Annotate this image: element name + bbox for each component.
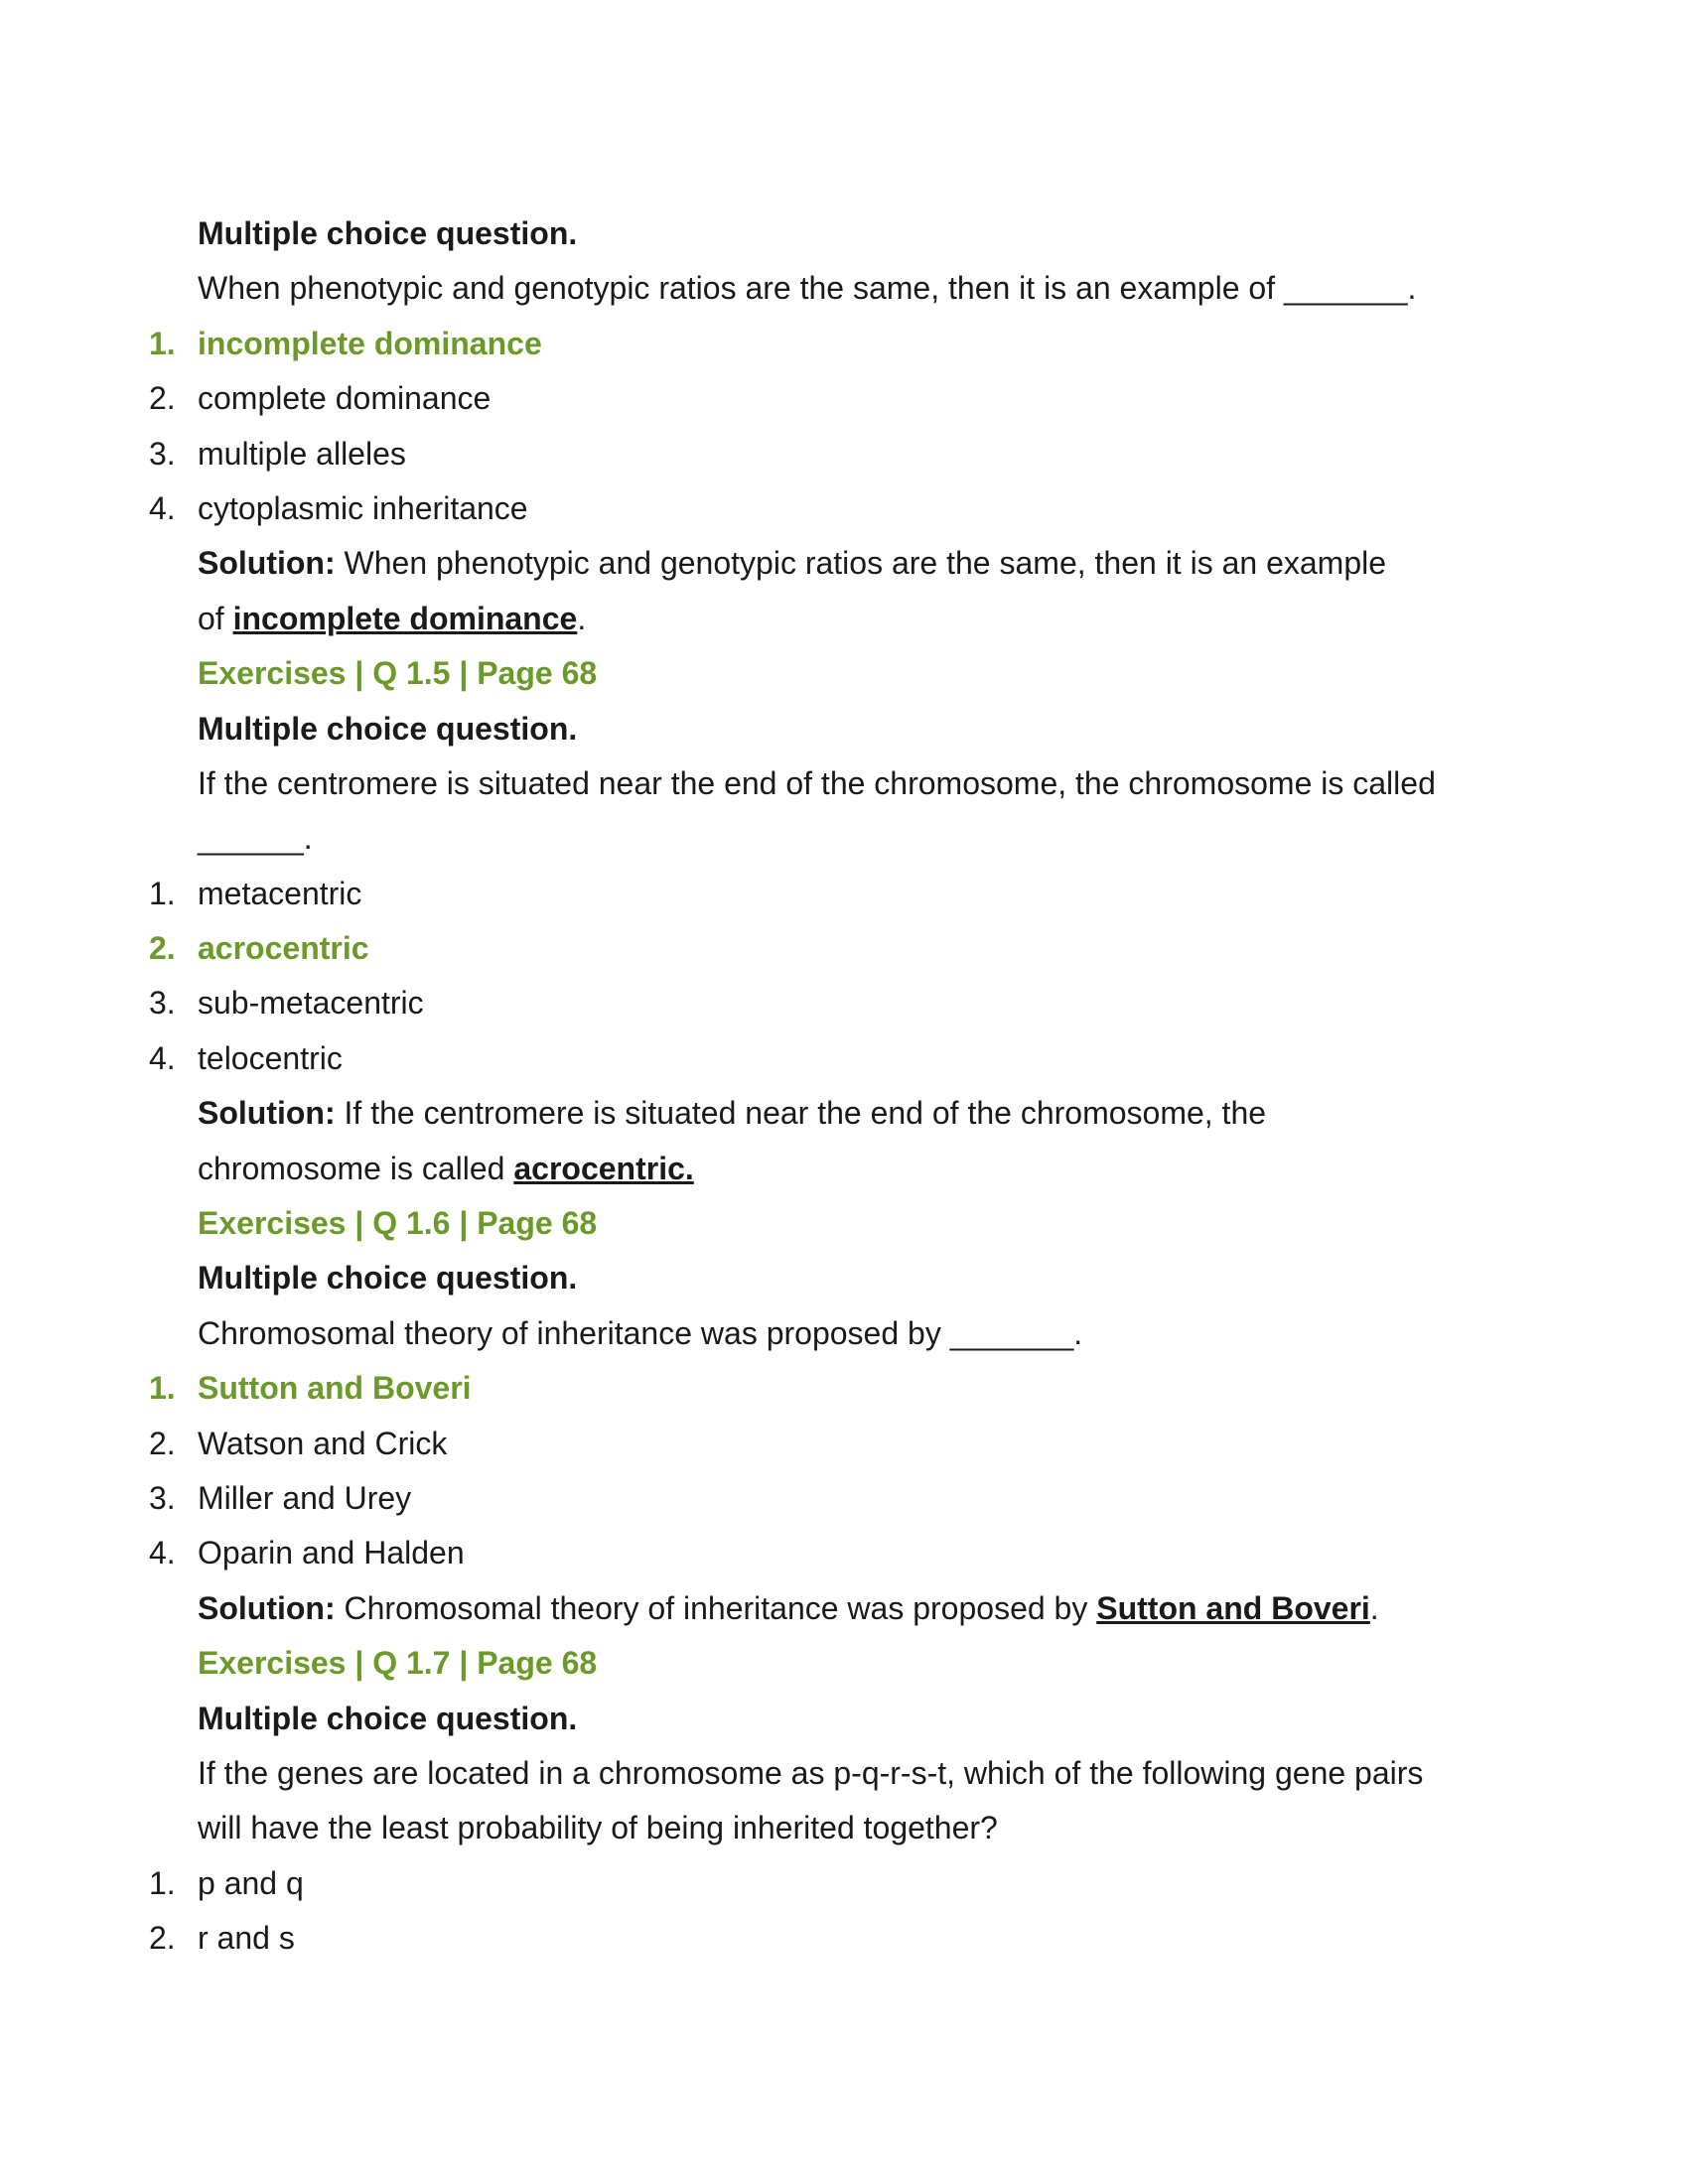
option-text: cytoplasmic inheritance (198, 489, 528, 526)
option-text: sub-metacentric (198, 985, 424, 1022)
solution-body: If the centromere is situated near the end of the chromosome, the (344, 1095, 1267, 1132)
option-text: Sutton and Boveri (198, 1370, 472, 1407)
solution-answer: incomplete dominance (232, 600, 578, 636)
solution-prefix: chromosome is called (198, 1150, 514, 1186)
question-text-continued: ______. (198, 820, 313, 857)
question-text: When phenotypic and genotypic ratios are the same, then it is an example of _______. (198, 270, 1417, 307)
solution-label: Solution: (198, 545, 336, 582)
question-text-continued: will have the least probability of being inherited together? (198, 1810, 998, 1846)
option-text: telocentric (198, 1039, 343, 1076)
option (0, 1471, 1688, 1526)
question-text: If the genes are located in a chromosome as p-q-r-s-t, which of the following gene pairs (198, 1754, 1424, 1791)
option-text: acrocentric (198, 930, 369, 967)
option (0, 1911, 1688, 1966)
option (0, 427, 1688, 481)
option-correct (0, 1361, 1688, 1416)
option-text: Watson and Crick (198, 1425, 448, 1461)
option (0, 867, 1688, 921)
solution-body: When phenotypic and genotypic ratios are the same, then it is an example (344, 545, 1387, 582)
option-text: r and s (198, 1920, 295, 1957)
solution-answer: acrocentric. (513, 1150, 694, 1186)
option-number: 1. (149, 325, 176, 361)
option-number: 2. (149, 1425, 176, 1461)
solution-label: Solution: (198, 1095, 336, 1132)
option (0, 976, 1688, 1030)
option-text: complete dominance (198, 380, 492, 417)
option-number: 4. (149, 489, 176, 526)
solution-suffix: . (577, 600, 587, 636)
option-number: 2. (149, 1920, 176, 1957)
option-number: 4. (149, 1039, 176, 1076)
exercise-reference: Exercises | Q 1.6 | Page 68 (198, 1205, 598, 1242)
solution-text (0, 1581, 1688, 1636)
option (0, 1526, 1688, 1580)
solution-text-continued (0, 592, 1688, 646)
option (0, 1031, 1688, 1086)
option-number: 1. (149, 1864, 176, 1901)
option-text: multiple alleles (198, 435, 406, 472)
option-number: 2. (149, 930, 176, 967)
question-text: Chromosomal theory of inheritance was proposed by _______. (198, 1314, 1083, 1351)
option-text: Miller and Urey (198, 1479, 412, 1516)
solution-text-continued (0, 1142, 1688, 1196)
page-content (0, 206, 1688, 1967)
option-correct (0, 317, 1688, 371)
question-header: Multiple choice question. (198, 215, 578, 251)
option (0, 1856, 1688, 1911)
exercise-reference: Exercises | Q 1.5 | Page 68 (198, 655, 598, 692)
option-text: p and q (198, 1864, 304, 1901)
option-number: 1. (149, 1370, 176, 1407)
option-text: metacentric (198, 875, 362, 911)
question-header: Multiple choice question. (198, 710, 578, 747)
option-number: 3. (149, 985, 176, 1022)
question-text: If the centromere is situated near the end of the chromosome, the chromosome is called (198, 764, 1436, 801)
option-number: 3. (149, 435, 176, 472)
option-number: 1. (149, 875, 176, 911)
solution-body: Chromosomal theory of inheritance was proposed by (344, 1589, 1097, 1626)
solution-text (0, 536, 1688, 591)
option-number: 2. (149, 380, 176, 417)
question-header: Multiple choice question. (198, 1260, 578, 1297)
option (0, 371, 1688, 426)
option (0, 481, 1688, 536)
solution-prefix: of (198, 600, 233, 636)
option (0, 1417, 1688, 1471)
option-number: 3. (149, 1479, 176, 1516)
option-correct (0, 921, 1688, 976)
solution-suffix: . (1369, 1589, 1379, 1626)
solution-label: Solution: (198, 1589, 336, 1626)
option-text: incomplete dominance (198, 325, 542, 361)
solution-text (0, 1086, 1688, 1141)
exercise-reference: Exercises | Q 1.7 | Page 68 (198, 1645, 598, 1682)
option-text: Oparin and Halden (198, 1535, 465, 1571)
question-header: Multiple choice question. (198, 1700, 578, 1736)
option-number: 4. (149, 1535, 176, 1571)
solution-answer: Sutton and Boveri (1096, 1589, 1370, 1626)
